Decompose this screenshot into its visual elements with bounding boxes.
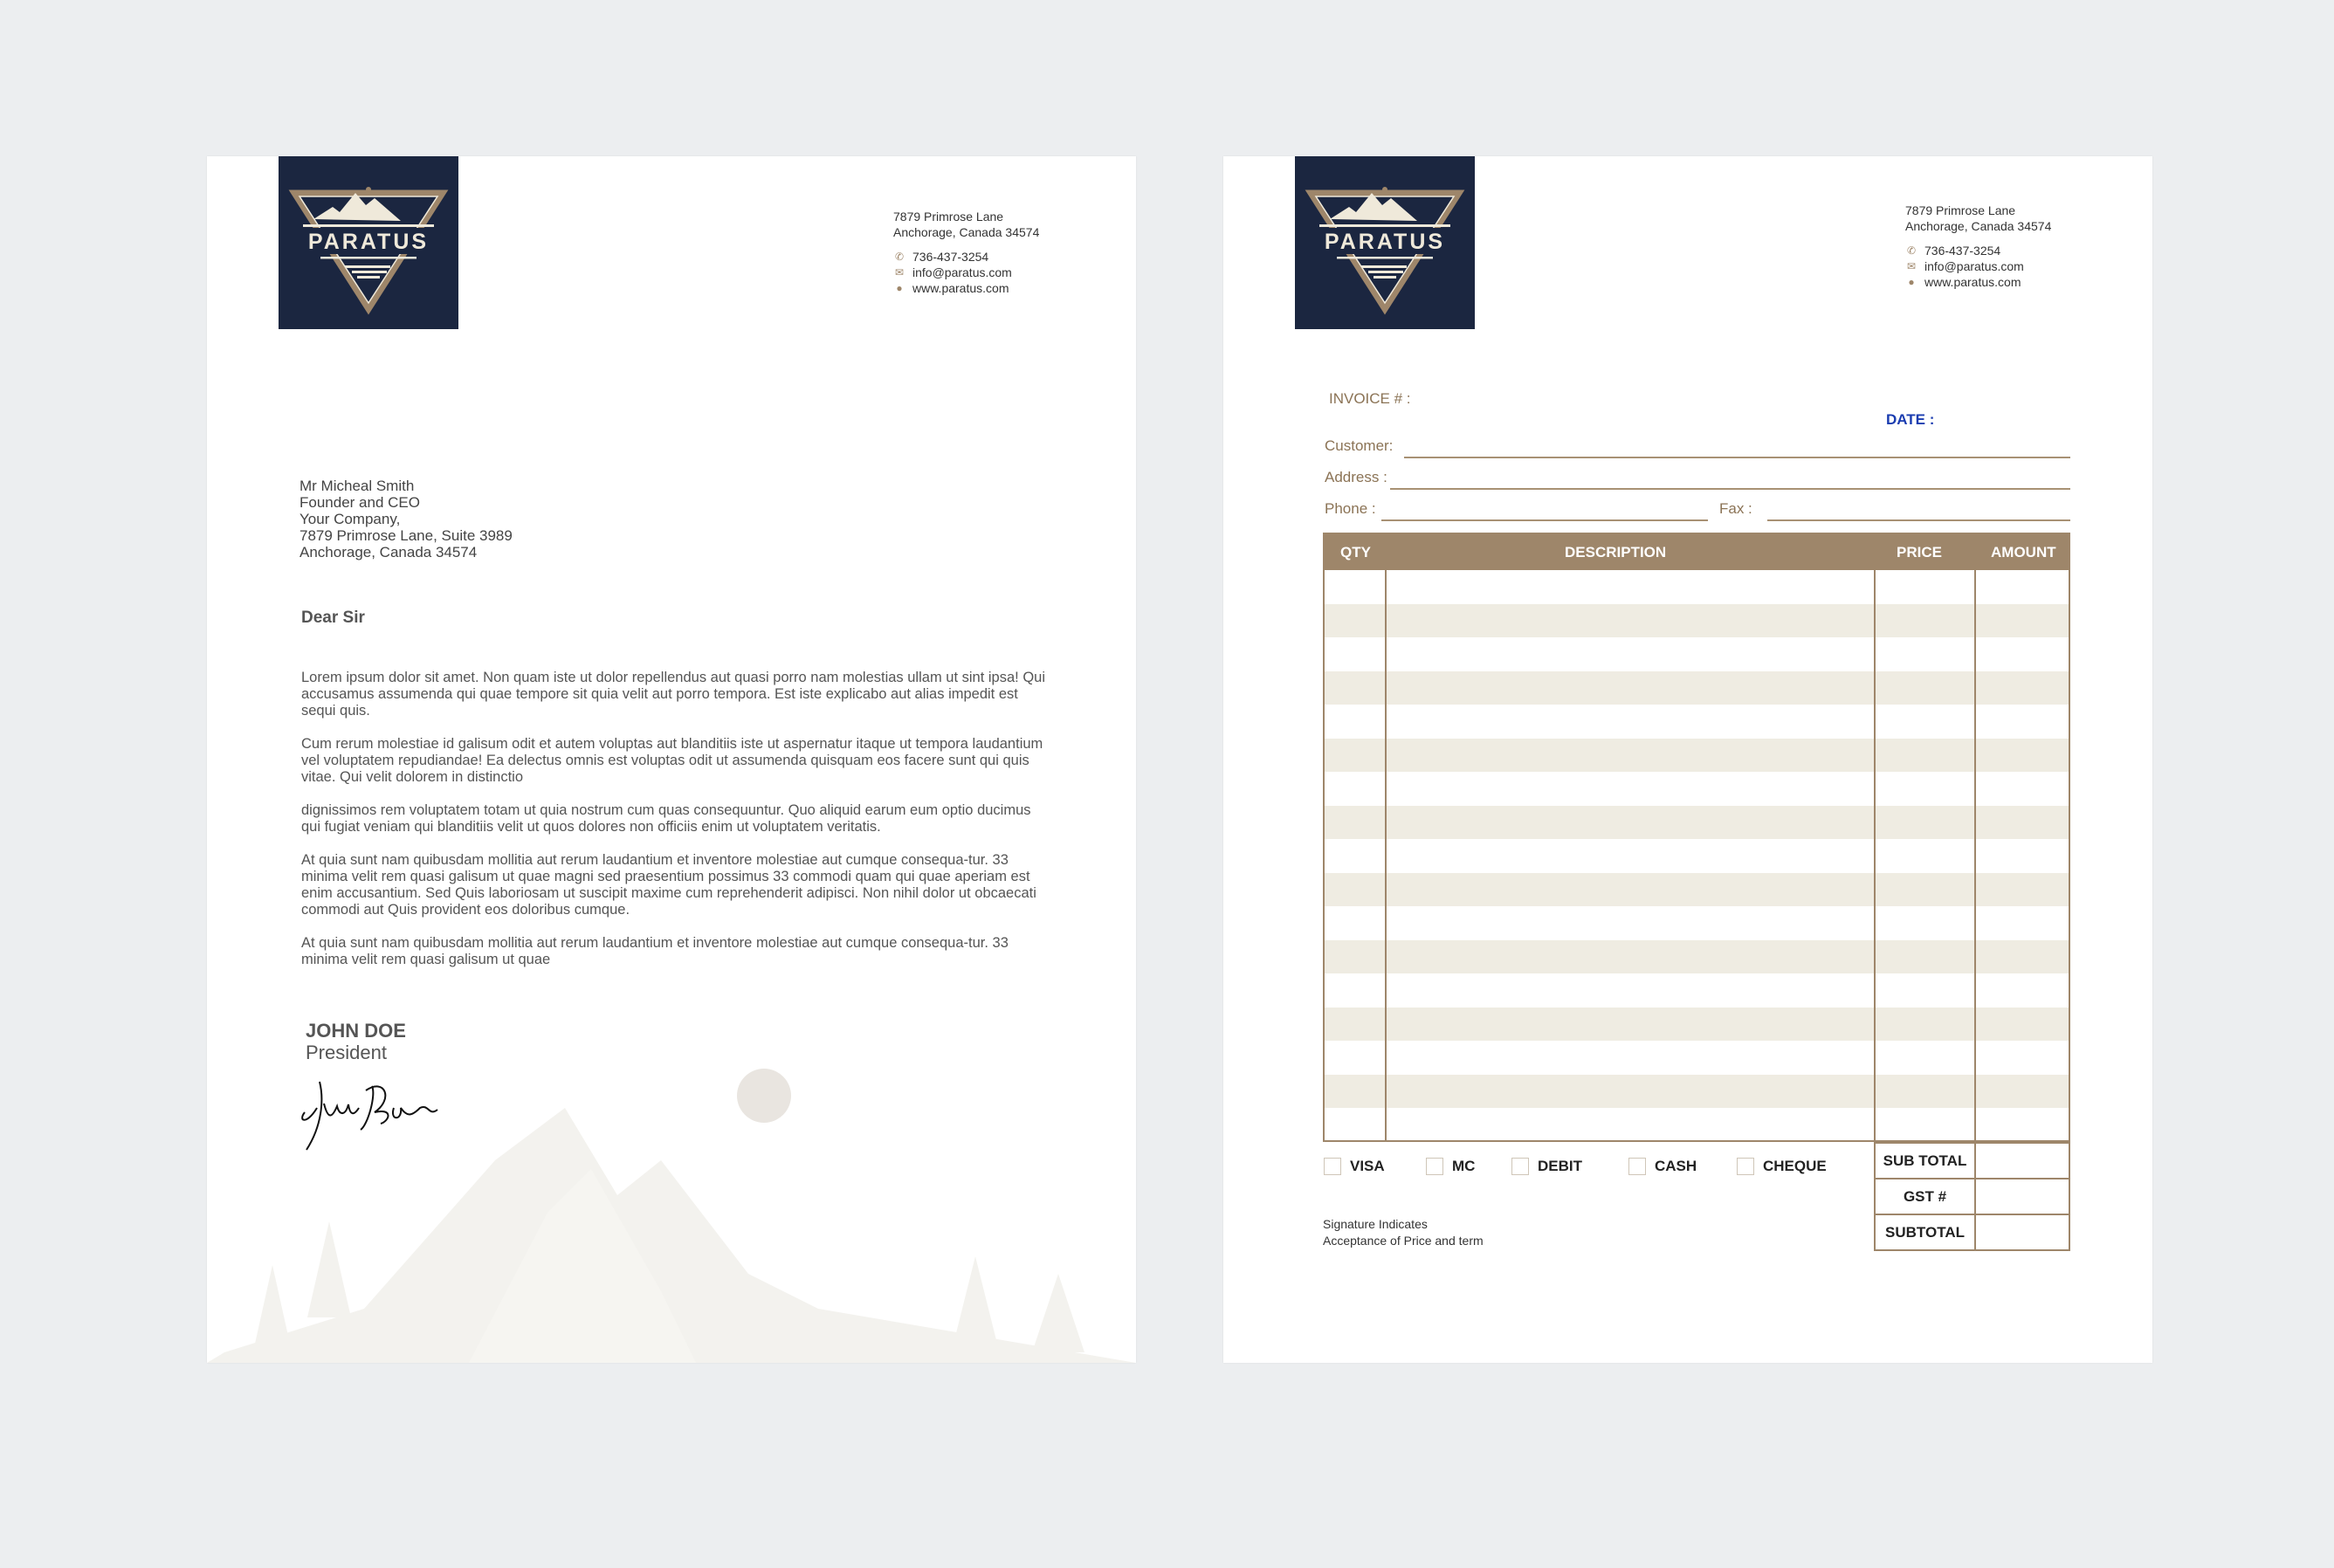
address-line: Anchorage, Canada 34574 (1905, 219, 2052, 233)
paratus-logo (279, 156, 458, 329)
payment-label: MC (1452, 1158, 1476, 1174)
paragraph: dignissimos rem voluptatem totam ut quia nostrum cum quas consequuntur. Quo aliquid earum eum optio ducimus qui fugiat veniam qui blanditiis velit ut quos dolores non officiis enim ut voluptatem veritatis. (301, 802, 1031, 835)
table-row[interactable] (1325, 705, 2069, 739)
checkbox[interactable] (1737, 1158, 1754, 1175)
email-link[interactable]: info@paratus.com (1924, 259, 2024, 273)
table-row[interactable] (1325, 940, 2069, 974)
mountain-triangle-logo-icon (279, 156, 458, 329)
totals-label: GST # (1876, 1179, 1976, 1214)
signature-note-line: Acceptance of Price and term (1323, 1234, 1484, 1248)
recipient-line: 7879 Primrose Lane, Suite 3989 (299, 527, 513, 544)
svg-text:PARATUS: PARATUS (307, 230, 430, 254)
customer-label: Customer: (1325, 437, 1394, 454)
column-header-price: PRICE (1897, 544, 1942, 560)
table-row[interactable] (1325, 1041, 2069, 1075)
recipient-line: Mr Micheal Smith (299, 478, 415, 494)
svg-text:PARATUS: PARATUS (1324, 230, 1446, 254)
table-row[interactable] (1325, 906, 2069, 940)
checkbox[interactable] (1511, 1158, 1529, 1175)
date-label: DATE : (1886, 411, 1935, 428)
paragraph: At quia sunt nam quibusdam mollitia aut rerum laudantium et inventore molestiae aut cumque consequa-tur. 33 minima velit rem quasi galisum ut quae (301, 935, 1009, 967)
totals-box (1874, 1142, 2070, 1251)
phone-icon: ✆ (1906, 244, 1917, 257)
mail-icon: ✉ (894, 266, 905, 279)
table-row[interactable] (1325, 873, 2069, 907)
payment-label: CHEQUE (1763, 1158, 1827, 1174)
totals-label: SUBTOTAL (1876, 1215, 1976, 1249)
recipient-line: Founder and CEO (299, 494, 420, 511)
totals-row-sub-total (1876, 1144, 2069, 1178)
letter-body (301, 670, 1052, 985)
globe-icon: ● (1908, 276, 1915, 288)
paragraph: Cum rerum molestiae id galisum odit et autem voluptas aut blanditiis iste ut aspernatur itaque ut tempora laudantium vel voluptatem repudiandae! Ea delectus omnis est voluptas odit ut assumenda quisquam eos facere sunt qui quis vitae. Qui velit dolorem in distinctio (301, 736, 1043, 785)
mail-icon: ✉ (1906, 260, 1917, 272)
address-line: 7879 Primrose Lane (1905, 203, 2016, 217)
table-row[interactable] (1325, 973, 2069, 1008)
phone-text: 736-437-3254 (1924, 244, 2001, 258)
signature-note-line: Signature Indicates (1323, 1217, 1428, 1231)
column-divider (1974, 534, 1976, 1140)
checkbox[interactable] (1324, 1158, 1341, 1175)
phone-text: 736-437-3254 (912, 250, 989, 264)
table-header (1325, 534, 2069, 570)
column-header-description: DESCRIPTION (1565, 544, 1667, 560)
fax-field[interactable] (1767, 519, 2070, 521)
customer-field[interactable] (1404, 457, 2070, 458)
column-divider (1874, 534, 1876, 1140)
totals-value[interactable] (1976, 1144, 2069, 1178)
phone-icon: ✆ (894, 251, 905, 263)
website-link[interactable]: www.paratus.com (912, 281, 1009, 295)
mountain-triangle-logo-icon (1295, 156, 1475, 329)
table-row[interactable] (1325, 671, 2069, 705)
table-row[interactable] (1325, 1108, 2069, 1142)
paragraph: At quia sunt nam quibusdam mollitia aut rerum laudantium et inventore molestiae aut cumque consequa-tur. 33 minima velit rem quasi galisum ut quae magni sed praesentium possimus 33 commodi quam qui quae aperiam est enim accusantium. Sed Quis laboriosam ut suscipit maxime cum reprehenderit adipisci. Non nihil dolor ut obcaecati commodi aut Quis provident eos doloribus cumque. (301, 852, 1036, 918)
phone-label: Phone : (1325, 500, 1376, 517)
totals-row-subtotal (1876, 1214, 2069, 1249)
payment-label: CASH (1655, 1158, 1697, 1174)
table-row[interactable] (1325, 839, 2069, 873)
recipient-line: Anchorage, Canada 34574 (299, 544, 478, 560)
payment-option-cheque[interactable] (1737, 1158, 1827, 1175)
totals-label: SUB TOTAL (1876, 1144, 1976, 1178)
email-link[interactable]: info@paratus.com (912, 265, 1012, 279)
signer-title: President (306, 1042, 387, 1063)
payment-option-debit[interactable] (1511, 1158, 1582, 1175)
phone-field[interactable] (1381, 519, 1708, 521)
payment-label: VISA (1350, 1158, 1385, 1174)
checkbox[interactable] (1426, 1158, 1443, 1175)
line-items-table (1323, 533, 2070, 1142)
greeting: Dear Sir (301, 609, 365, 627)
column-divider (1385, 534, 1387, 1140)
recipient-line: Your Company, (299, 511, 401, 527)
letterhead-page (207, 156, 1136, 1363)
table-row[interactable] (1325, 1008, 2069, 1042)
mountain-watermark-icon (207, 1056, 1136, 1363)
table-row[interactable] (1325, 739, 2069, 773)
table-row[interactable] (1325, 806, 2069, 840)
table-row[interactable] (1325, 604, 2069, 638)
company-contact (893, 209, 1039, 296)
paratus-logo (1295, 156, 1475, 329)
totals-value[interactable] (1976, 1215, 2069, 1249)
totals-row-gst (1876, 1178, 2069, 1214)
payment-option-cash[interactable] (1628, 1158, 1697, 1175)
invoice-number-label: INVOICE # : (1329, 390, 1411, 407)
table-row[interactable] (1325, 1075, 2069, 1109)
table-row[interactable] (1325, 772, 2069, 806)
company-contact (1905, 203, 2051, 290)
payment-option-visa[interactable] (1324, 1158, 1385, 1175)
payment-option-mc[interactable] (1426, 1158, 1475, 1175)
address-label: Address : (1325, 469, 1387, 485)
address-field[interactable] (1390, 488, 2070, 490)
globe-icon: ● (896, 282, 903, 294)
recipient-address (299, 478, 513, 560)
website-link[interactable]: www.paratus.com (1924, 275, 2021, 289)
payment-label: DEBIT (1538, 1158, 1582, 1174)
checkbox[interactable] (1628, 1158, 1646, 1175)
table-row[interactable] (1325, 570, 2069, 604)
column-header-qty: QTY (1340, 544, 1371, 560)
table-row[interactable] (1325, 637, 2069, 671)
paragraph: Lorem ipsum dolor sit amet. Non quam iste ut dolor repellendus aut quasi porro nam molestias ullam ut sint ipsa! Qui accusamus assumenda qui quae tempore sit quia velit aut porro tempora. Est iste explicabo aut alias impedit est sequi quis. (301, 670, 1045, 719)
table-body (1325, 570, 2069, 1140)
signer-name: JOHN DOE (306, 1020, 406, 1042)
address-line: Anchorage, Canada 34574 (893, 225, 1040, 239)
totals-value[interactable] (1976, 1179, 2069, 1214)
fax-label: Fax : (1719, 500, 1752, 517)
invoice-page (1223, 156, 2152, 1363)
address-line: 7879 Primrose Lane (893, 210, 1004, 224)
column-header-amount: AMOUNT (1991, 544, 2056, 560)
signature-note (1323, 1216, 1484, 1249)
